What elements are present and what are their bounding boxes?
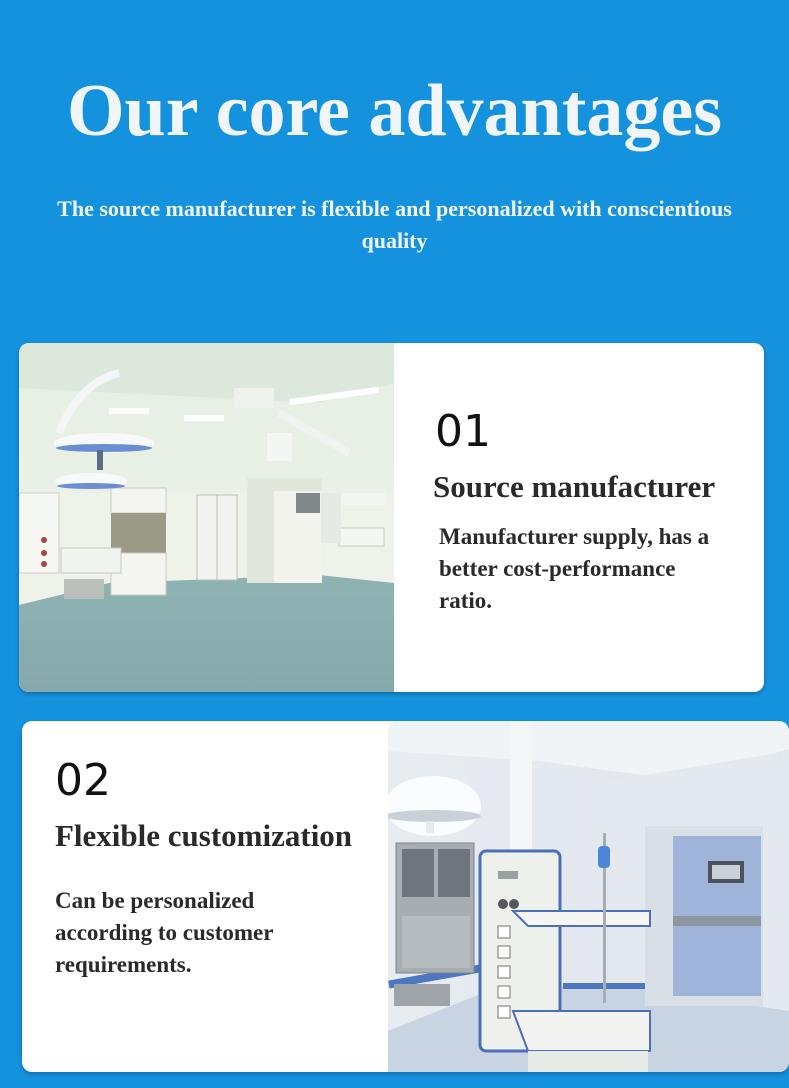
page-subtitle: The source manufacturer is flexible and personalized with conscientious quality: [57, 196, 732, 253]
advantage-heading: Flexible customization: [55, 818, 353, 853]
page-title: Our core advantages: [66, 70, 722, 152]
operating-room-equipment-photo: [388, 721, 789, 1072]
advantage-card-2: [22, 721, 789, 1072]
advantage-description: Manufacturer supply, has a better cost-performance ratio.: [439, 524, 710, 613]
advantage-description: Can be personalized according to customer requirements.: [55, 888, 274, 977]
operating-room-photo: [19, 343, 394, 692]
advantage-heading: Source manufacturer: [433, 469, 716, 504]
advantage-number: 02: [55, 755, 111, 806]
advantage-number: 01: [435, 406, 491, 457]
advantage-card-1: [19, 343, 764, 692]
